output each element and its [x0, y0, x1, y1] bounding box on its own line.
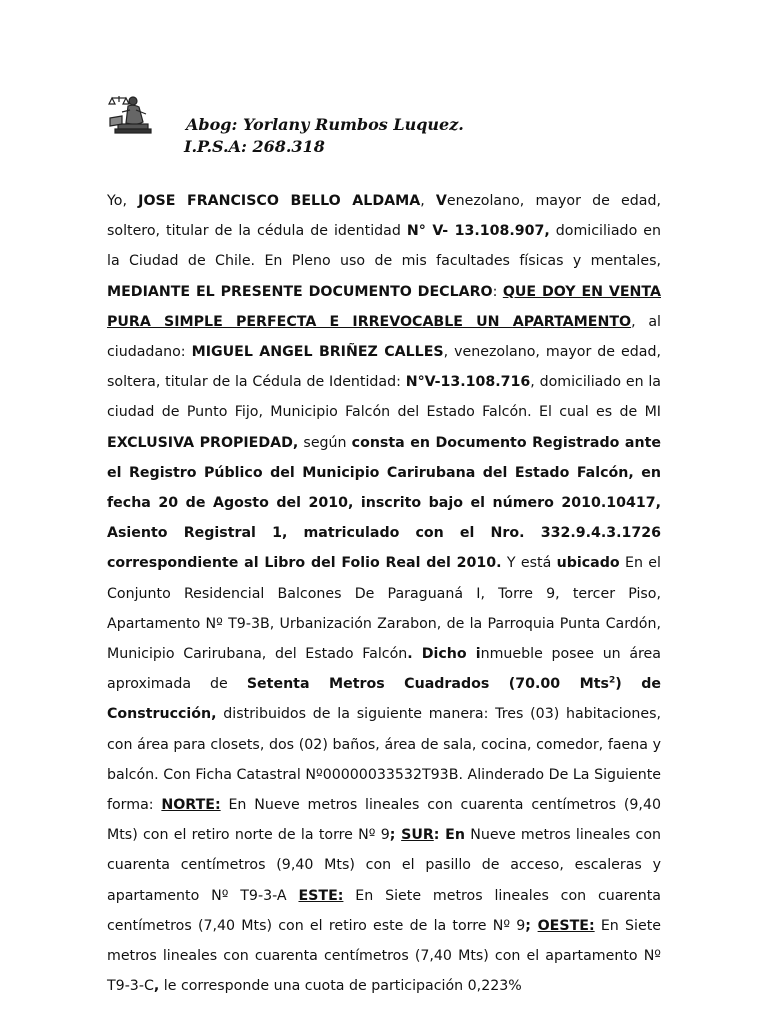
- buyer-name: MIGUEL ANGEL BRIÑEZ CALLES: [191, 344, 444, 361]
- boundary-north-label: NORTE:: [161, 797, 221, 814]
- text-run: ;: [389, 827, 402, 844]
- area-size: Setenta Metros Cuadrados (70.00 Mts: [246, 676, 609, 693]
- text-run: :: [492, 283, 503, 300]
- buyer-id: N°V-13.108.716: [405, 374, 531, 391]
- seller-id: N° V- 13.108.907,: [406, 223, 550, 240]
- justice-figure-logo: [106, 92, 154, 136]
- text-run: ubicado: [556, 555, 620, 572]
- text-run: le corresponde una cuota de participación 0,223%: [159, 978, 522, 995]
- seller-name: JOSE FRANCISCO BELLO ALDAMA: [138, 193, 421, 209]
- text-run: En el Conjunto Residencial Balcones De Paraguaná I, Torre 9, tercer Piso, Apartamento Nº T9-3B, Urbanización Zarabon, de la Parroquia Punta Cardón, Municipio Carirubana, del Estado Falcón: [107, 555, 661, 663]
- lawyer-name: Abog: Yorlany Rumbos Luquez.: [186, 115, 464, 134]
- text-run: Nueve metros lineales con cuarenta centímetros (9,40 Mts) con el pasillo de acceso, escaleras y apartamento Nº T9-3-A: [107, 827, 661, 904]
- text-run: , domiciliado en la ciudad de Punto Fijo, Municipio Falcón del Estado Falcón. El cual es de MI: [107, 374, 661, 421]
- boundary-south-label: SUR: [401, 827, 434, 844]
- text-run: distribuidos de la siguiente manera: Tres (03) habitaciones, con área para closets, dos (02) baños, área de sala, cocina, comedor, faena y balcón. Con Ficha Catastral Nº00000033532T93B. Alinderado De La Siguiente forma:: [107, 706, 661, 814]
- superscript-2: 2: [608, 675, 616, 686]
- text-run: Yo,: [107, 193, 139, 209]
- declaration-heading: MEDIANTE EL PRESENTE DOCUMENTO DECLARO: [107, 283, 493, 300]
- text-run: En Siete metros lineales con cuarenta centímetros (7,40 Mts) con el apartamento Nº T9-3-C: [107, 917, 661, 995]
- text-run: V: [435, 193, 447, 209]
- text-run: nmueble posee un área aproximada de: [107, 646, 661, 693]
- text-run: En Nueve metros lineales con cuarenta centímetros (9,40 Mts) con el retiro norte de la torre Nº 9: [107, 797, 661, 844]
- text-run: , al ciudadano:: [107, 313, 661, 361]
- declaration-paragraph: [107, 186, 661, 1001]
- registry-details: consta en Documento Registrado ante el Registro Público del Municipio Carirubana del Estado Falcón, en fecha 20 de Agosto del 2010, inscrito bajo el número 2010.10417, Asiento Registral 1, matriculado con el Nro. 332.9.4.3.1726 correspondiente al Libro del Folio Real del 2010.: [107, 434, 662, 572]
- sale-statement: QUE DOY EN VENTA PURA SIMPLE PERFECTA E IRREVOCABLE UN APARTAMENTO: [107, 283, 661, 330]
- boundary-east-label: ESTE:: [298, 887, 344, 904]
- text-run: . Dicho: [407, 646, 476, 663]
- text-run: domiciliado en la Ciudad de Chile. En Pleno uso de mis facultades físicas y mentales,: [107, 223, 661, 270]
- boundary-west-label: OESTE:: [537, 917, 595, 934]
- letterhead: [184, 114, 464, 158]
- text-run: ;: [525, 917, 538, 934]
- document-body: [107, 186, 661, 1001]
- text-run: ) de Construcción,: [107, 676, 661, 723]
- text-run: Y está: [501, 555, 557, 572]
- text-run: enezolano, mayor de edad, soltero, titular de la cédula de identidad: [107, 193, 661, 240]
- text-run: i: [475, 646, 481, 663]
- text-run: ,: [153, 978, 160, 995]
- text-run: En Siete metros lineales con cuarenta centímetros (7,40 Mts) con el retiro este de la torre Nº 9: [107, 887, 661, 934]
- text-run: según: [298, 434, 352, 451]
- ipsa-number: I.P.S.A: 268.318: [184, 137, 325, 156]
- text-run: : En: [433, 827, 465, 844]
- text-run: ,: [420, 193, 436, 209]
- text-run: EXCLUSIVA PROPIEDAD,: [107, 434, 299, 451]
- text-run: , venezolano, mayor de edad, soltera, titular de la Cédula de Identidad:: [107, 344, 661, 391]
